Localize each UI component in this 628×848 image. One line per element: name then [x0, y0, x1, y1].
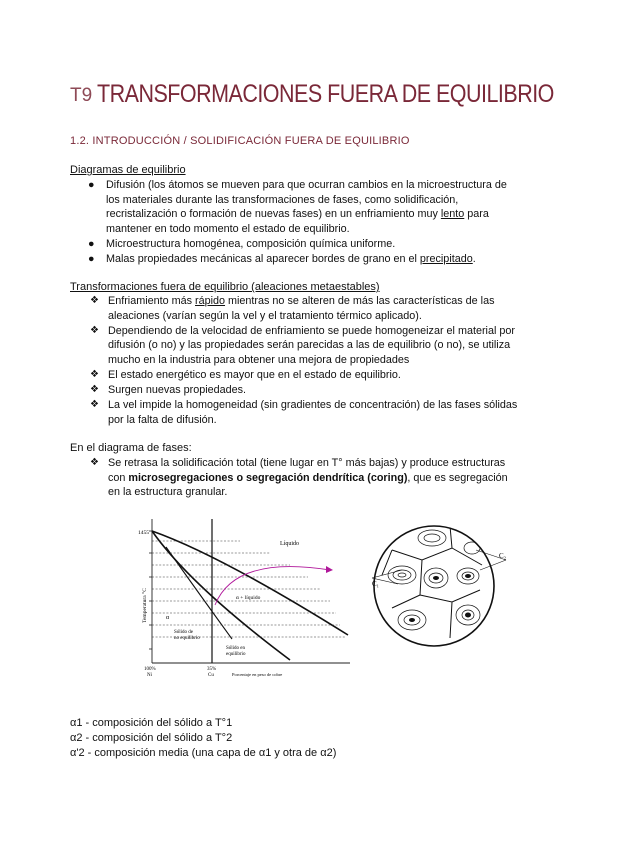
phase-diagram-list [90, 456, 518, 500]
page-title [70, 80, 628, 109]
left-comp-label: 100% [144, 667, 156, 672]
solid-noneq-label-1: Sólido de [174, 630, 194, 635]
diamond-bullet-icon: ❖ [90, 295, 99, 306]
phase-diagram-intro: En el diagrama de fases: [70, 442, 192, 454]
equilibrium-heading: Diagramas de equilibrio [70, 164, 186, 176]
title-text: TRANSFORMACIONES FUERA DE EQUILIBRIO [97, 80, 555, 108]
section-heading: 1.2. INTRODUCCIÓN / SOLIDIFICACIÓN FUERA DE EQUILIBRIO [70, 135, 410, 147]
mid-comp-label: 35% [207, 667, 217, 672]
phase-diagram-figure [140, 515, 362, 678]
legend [70, 716, 336, 760]
list-item: ❖ Dependiendo de la velocidad de enfriamiento se puede homogeneizar el material por difusión (o no) y las propiedades serán parecidas a las de equilibrio (o no), se utiliza mucho en la industria para obtener una mejora de propiedades [90, 324, 515, 366]
grain-structure-figure [372, 520, 510, 658]
alpha-liquid-label: α + líquido [236, 595, 261, 601]
list-item: ● Difusión (los átomos se mueven para que ocurran cambios en la microestructura de los materiales durante las transformaciones de fases, como solidificación, recristalización o formación de nuevas fases) en un enfriamiento muy lento para mantener en todo momento el estado de equilibrio. [88, 179, 507, 235]
metastable-heading: Transformaciones fuera de equilibrio (aleaciones metaestables) [70, 281, 380, 293]
list-item: ❖ El estado energético es mayor que en el estado de equilibrio. [90, 368, 401, 381]
legend-line: α2 - composición del sólido a T°2 [70, 731, 233, 744]
list-item: ❖ Se retrasa la solidificación total (tiene lugar en T° más bajas) y produce estructuras con microsegregaciones o segregación dendrítica (coring), que es segregación en la estructura granular. [90, 457, 508, 499]
list-item: ❖ Enfriamiento más rápido mientras no se alteren de más las características de las aleaciones (varían según la vel y el tratamiento térmico aplicado). [90, 295, 495, 322]
diamond-bullet-icon: ❖ [90, 324, 99, 336]
metastable-list [90, 294, 518, 428]
topic-number: T9 [70, 85, 93, 106]
list-item: ● Microestructura homogénea, composición química uniforme. [88, 237, 396, 250]
solid-eq-label-2: equilibrio [226, 652, 246, 657]
bullet-icon: ● [88, 252, 95, 265]
mid-elem-label: Cu [208, 673, 214, 678]
bullet-icon: ● [88, 237, 95, 250]
y-axis-label: Temperatura °C [142, 588, 148, 623]
grain-label-right: C₂ [499, 552, 507, 560]
grain-label-left: C₁ [372, 580, 380, 588]
diamond-bullet-icon: ❖ [90, 457, 99, 468]
bullet-icon: ● [88, 179, 95, 191]
legend-line: α1 - composición del sólido a T°1 [70, 717, 233, 729]
list-item: ❖ La vel impide la homogeneidad (sin gradientes de concentración) de las fases sólidas por la falta de difusión. [90, 399, 518, 426]
left-elem-label: Ni [147, 673, 152, 678]
solid-eq-label-1: Sólido en [226, 646, 246, 651]
list-item: ● Malas propiedades mecánicas al aparecer bordes de grano en el precipitado. [88, 252, 476, 265]
equilibrium-list [80, 178, 520, 267]
solid-noneq-label-2: no equilibrio [174, 636, 200, 641]
temp-1455-label: 1455 [138, 530, 149, 536]
list-item: ❖ Surgen nuevas propiedades. [90, 384, 247, 397]
alpha-label: α [166, 615, 170, 621]
x-axis-label: Porcentaje en peso de cobre [232, 672, 283, 677]
diamond-bullet-icon: ❖ [90, 399, 99, 411]
liquid-label: Líquido [280, 541, 299, 547]
diamond-bullet-icon: ❖ [90, 384, 99, 396]
legend-line: α'2 - composición media (una capa de α1 y otra de α2) [70, 746, 337, 759]
diamond-bullet-icon: ❖ [90, 368, 99, 380]
